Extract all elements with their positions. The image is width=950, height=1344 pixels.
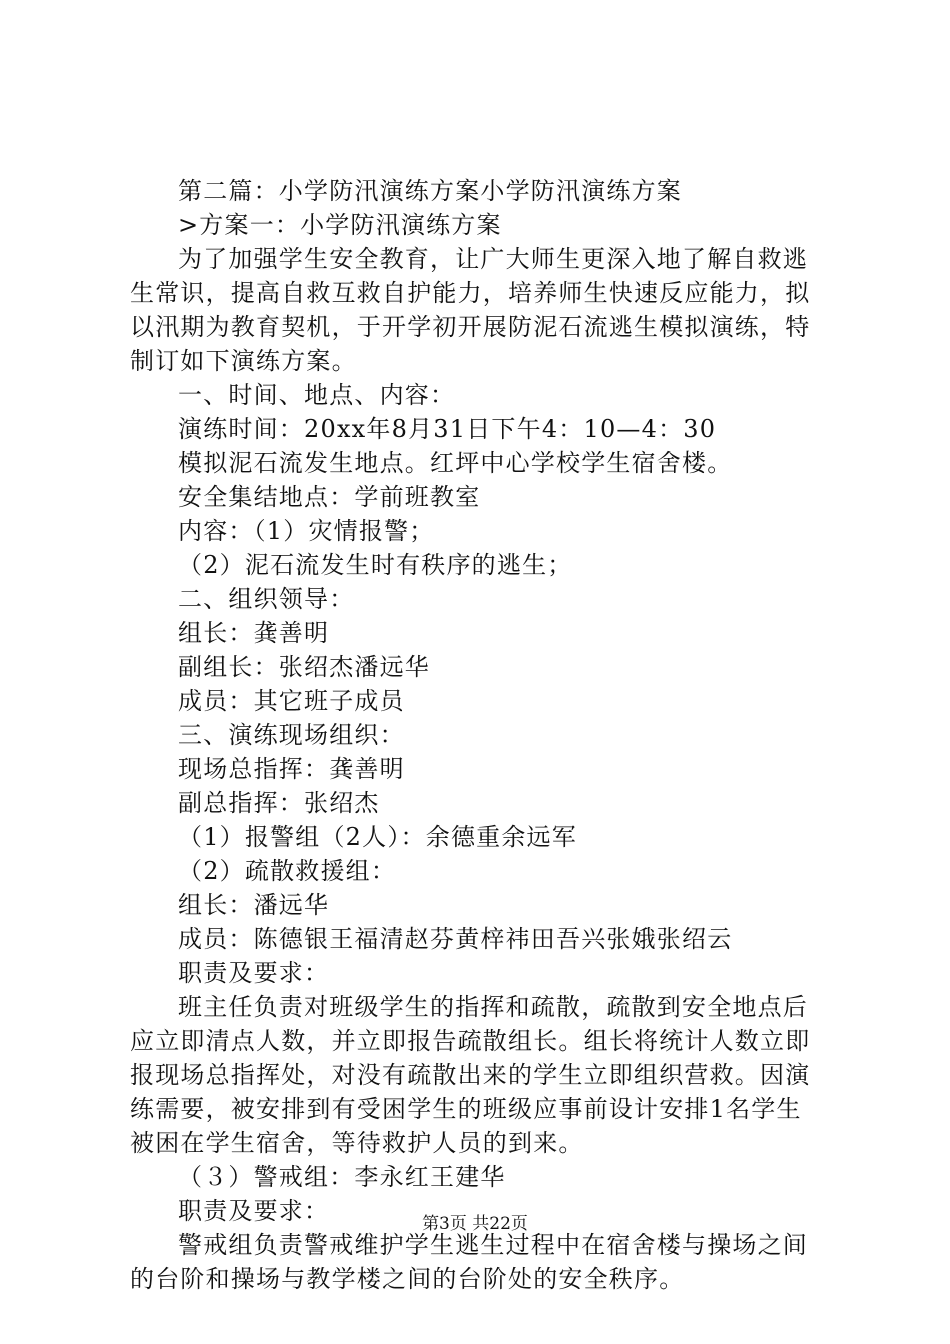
evacuation-group: （2）疏散救援组：	[178, 857, 397, 885]
paragraph-line: 的台阶和操场与教学楼之间的台阶处的安全秩序。	[130, 1265, 685, 1293]
heading-site-organization: 三、演练现场组织：	[178, 721, 405, 749]
section-title: 第二篇：小学防汛演练方案小学防汛演练方案	[178, 177, 682, 205]
content-item-1: 内容：（1）灾情报警；	[178, 517, 435, 545]
deputy-commander: 副总指挥：张绍杰	[178, 789, 380, 817]
guard-duties-paragraph	[130, 1228, 830, 1296]
paragraph-line: 班主任负责对班级学生的指挥和疏散，疏散到安全地点后	[178, 993, 808, 1021]
guard-group: （３）警戒组：李永红王建华	[178, 1163, 506, 1191]
document-body	[130, 174, 830, 1296]
heading-time-place: 一、时间、地点、内容：	[178, 381, 456, 409]
duties-heading: 职责及要求：	[178, 1197, 330, 1225]
paragraph-line: 应立即清点人数，并立即报告疏散组长。组长将统计人数立即	[130, 1027, 811, 1055]
intro-paragraph	[130, 242, 830, 378]
assembly-point: 安全集结地点：学前班教室	[178, 483, 481, 511]
leader: 组长：龚善明	[178, 619, 330, 647]
paragraph-line: 制订如下演练方案。	[130, 347, 357, 375]
site-commander: 现场总指挥：龚善明	[178, 755, 405, 783]
heading-leadership: 二、组织领导：	[178, 585, 355, 613]
drill-location: 模拟泥石流发生地点。红坪中心学校学生宿舍楼。	[178, 449, 733, 477]
members: 成员：其它班子成员	[178, 687, 405, 715]
evacuation-duties-paragraph	[130, 990, 830, 1160]
paragraph-line: 被困在学生宿舍，等待救护人员的到来。	[130, 1129, 584, 1157]
paragraph-line: 报现场总指挥处，对没有疏散出来的学生立即组织营救。因演	[130, 1061, 811, 1089]
evacuation-group-members: 成员：陈德银王福清赵芬黄梓祎田吾兴张娥张绍云	[178, 925, 733, 953]
duties-heading: 职责及要求：	[178, 959, 330, 987]
content-item-2: （2）泥石流发生时有秩序的逃生；	[178, 551, 573, 579]
plan-subtitle: >方案一：小学防汛演练方案	[178, 211, 502, 239]
paragraph-line: 生常识，提高自救互救自护能力，培养师生快速反应能力，拟	[130, 279, 811, 307]
page-footer: 第3页 共22页	[422, 1214, 528, 1234]
paragraph-line: 以汛期为教育契机，于开学初开展防泥石流逃生模拟演练，特	[130, 313, 811, 341]
drill-time: 演练时间：20xx年8月31日下午4：10—4：30	[178, 415, 717, 443]
deputy-leader: 副组长：张绍杰潘远华	[178, 653, 430, 681]
evacuation-group-leader: 组长：潘远华	[178, 891, 330, 919]
paragraph-line: 为了加强学生安全教育，让广大师生更深入地了解自救逃	[178, 245, 808, 273]
alarm-group: （1）报警组（2人）：余德重余远军	[178, 823, 577, 851]
paragraph-line: 警戒组负责警戒维护学生逃生过程中在宿舍楼与操场之间	[178, 1231, 808, 1259]
paragraph-line: 练需要，被安排到有受困学生的班级应事前设计安排1名学生	[130, 1095, 802, 1123]
